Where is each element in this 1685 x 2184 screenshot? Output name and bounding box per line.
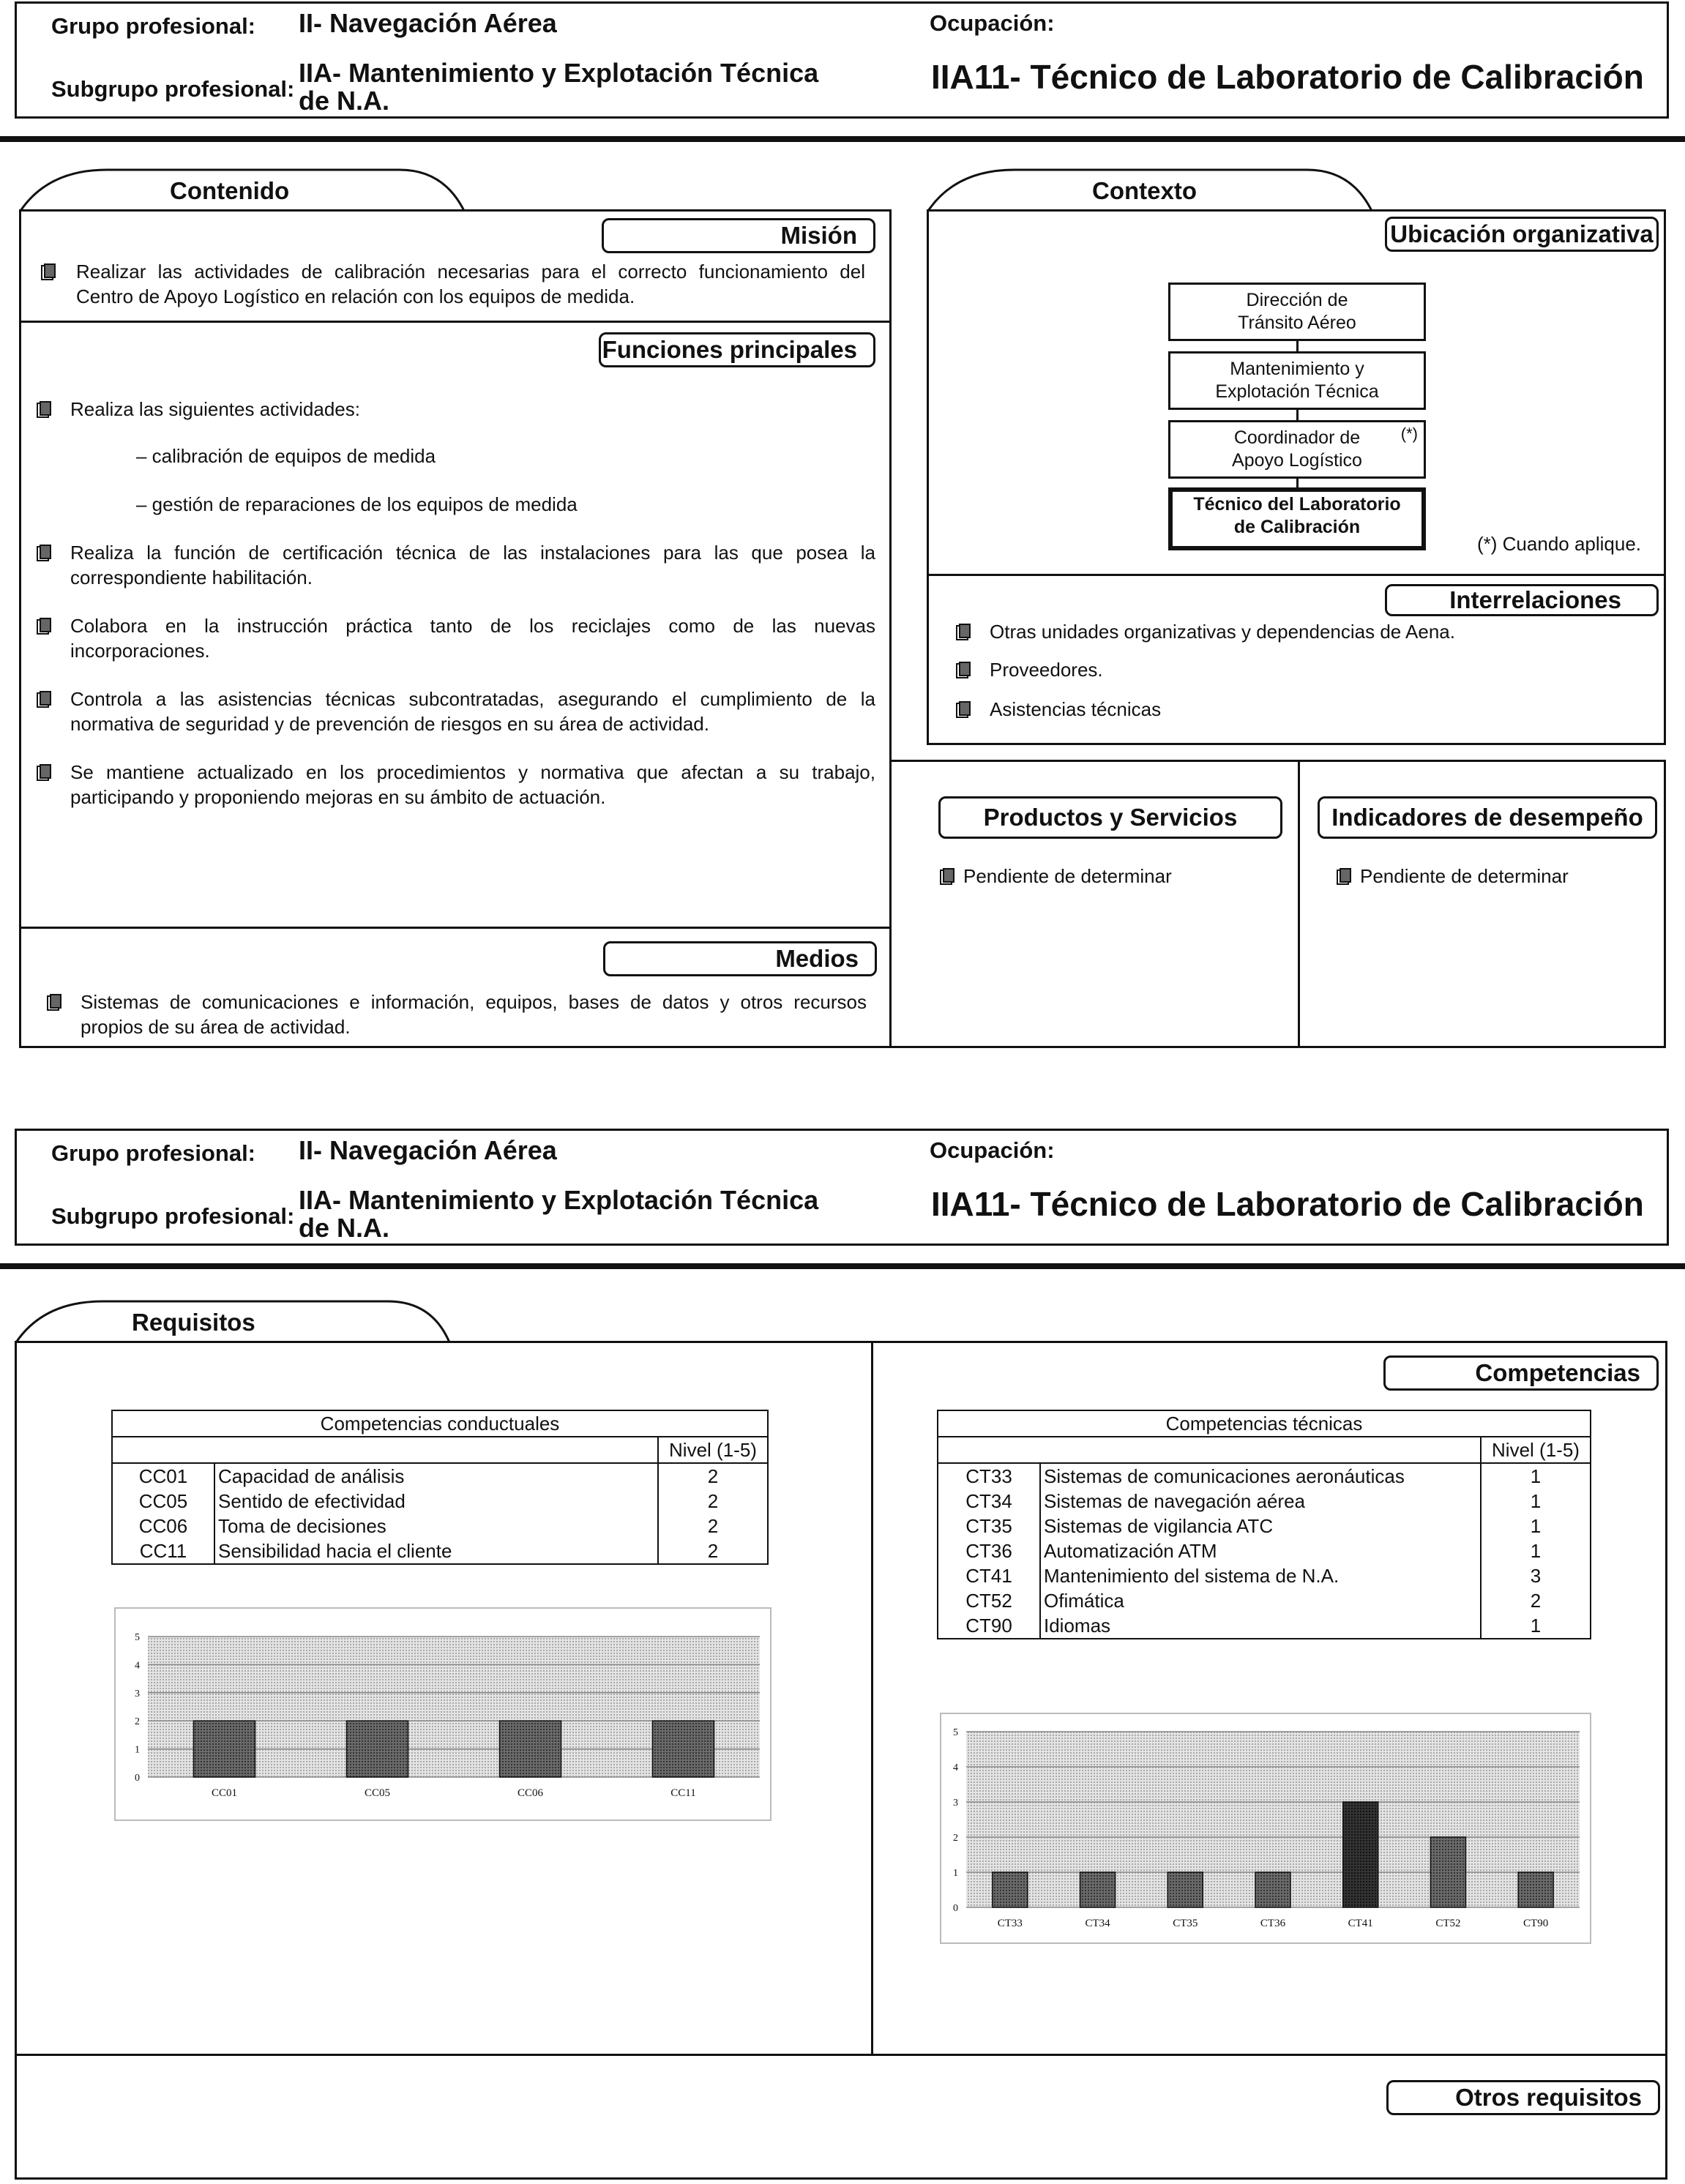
document-icon [37, 689, 51, 707]
x-tick-label: CT36 [1260, 1918, 1286, 1929]
y-tick-label: 0 [135, 1773, 140, 1784]
cc-row [112, 1538, 768, 1564]
cc-code-cell: CC01 [112, 1463, 214, 1489]
funciones-heading: Funciones principales [599, 332, 875, 367]
ct-name-cell: Mantenimiento del sistema de N.A. [1040, 1563, 1481, 1588]
contexto-tab[interactable] [927, 167, 1373, 211]
ct-name-cell: Ofimática [1040, 1588, 1481, 1613]
ct-code-cell: CT52 [938, 1588, 1040, 1613]
org-box-mantenimiento [1168, 351, 1426, 410]
y-tick-label: 1 [953, 1868, 958, 1879]
document-icon [37, 616, 51, 634]
cc-table-title: Competencias conductuales [112, 1410, 768, 1437]
document-icon [41, 262, 56, 280]
org-2-line-2: Explotación Técnica [1215, 381, 1379, 402]
y-tick-label: 1 [135, 1744, 140, 1756]
productos-heading: Productos y Servicios [938, 796, 1282, 839]
bar-ct52 [1430, 1837, 1465, 1907]
funcion-text-3 [70, 613, 875, 663]
funcion-5-line-2: participando y proponiendo mejoras en su ámbito de actuación. [70, 786, 606, 808]
org-note: (*) Cuando aplique. [1477, 533, 1642, 555]
org-box-coordinador [1168, 420, 1426, 479]
org-3-line-1: Coordinador de [1233, 427, 1361, 448]
x-tick-label: CC11 [670, 1787, 696, 1799]
x-tick-label: CT33 [997, 1918, 1023, 1929]
cc-row [112, 1463, 768, 1489]
grupo-value: II- Navegación Aérea [299, 8, 557, 38]
contenido-tab-label: Contenido [170, 177, 290, 204]
ct-code-cell: CT41 [938, 1563, 1040, 1588]
medios-line-2: propios de su área de actividad. [81, 1016, 351, 1038]
document-icon [956, 700, 971, 717]
interrelaciones-heading: Interrelaciones [1385, 584, 1659, 616]
cc-name-cell: Capacidad de análisis [214, 1463, 658, 1489]
cc-level-cell: 2 [658, 1463, 768, 1489]
funcion-3-line-2: incorporaciones. [70, 640, 210, 662]
org-1-line-1: Dirección de [1246, 290, 1348, 310]
bar-ct41 [1343, 1802, 1378, 1907]
mision-text [76, 259, 865, 309]
org-1-line-2: Tránsito Aéreo [1238, 313, 1356, 333]
ct-bar-chart [941, 1714, 1590, 1942]
y-tick-label: 4 [135, 1660, 140, 1672]
indicadores-heading: Indicadores de desempeño [1318, 796, 1657, 839]
grupo-label: Grupo profesional: [51, 13, 255, 39]
ct-row [938, 1613, 1591, 1639]
ubicacion-heading: Ubicación organizativa [1385, 217, 1659, 252]
productos-column-divider [1298, 760, 1300, 1048]
ct-code-cell: CT34 [938, 1489, 1040, 1514]
ct-row [938, 1588, 1591, 1613]
contenido-divider-1 [19, 321, 892, 323]
ct-level-cell: 1 [1481, 1514, 1591, 1538]
funcion-text-4 [70, 687, 875, 736]
ocupacion-label: Ocupación: [930, 10, 1055, 36]
contenido-tab[interactable] [19, 167, 466, 211]
funcion-4-line-1: Controla a las asistencias técnicas subcontratadas, asegurando el cumplimiento de la [70, 688, 875, 710]
org-2-line-1: Mantenimiento y [1230, 359, 1364, 379]
bar-cc11 [653, 1721, 714, 1777]
ct-code-cell: CT33 [938, 1463, 1040, 1489]
subgrupo-value-line2: de N.A. [299, 86, 390, 116]
funcion-3-line-1: Colabora en la instrucción práctica tanto de los reciclajes como de las nuevas [70, 615, 875, 637]
ct-table-body [938, 1463, 1591, 1639]
cc-code-cell: CC11 [112, 1538, 214, 1564]
inter-text-1: Otras unidades organizativas y dependencias de Aena. [990, 621, 1455, 643]
document-icon [956, 660, 971, 678]
ct-table-title: Competencias técnicas [938, 1410, 1591, 1437]
subgrupo-value-2-line1: IIA- Mantenimiento y Explotación Técnica [299, 1185, 819, 1215]
header-rule-2 [0, 1263, 1685, 1269]
subgrupo-value-line1: IIA- Mantenimiento y Explotación Técnica [299, 58, 819, 88]
mision-heading: Misión [602, 218, 875, 253]
cc-bar-chart [116, 1609, 770, 1820]
ct-name-cell: Sistemas de navegación aérea [1040, 1489, 1481, 1514]
contenido-divider-2 [19, 927, 892, 929]
subgrupo-value-2-line2: de N.A. [299, 1213, 390, 1243]
requisitos-tab-label: Requisitos [132, 1309, 255, 1336]
grupo-label-2: Grupo profesional: [51, 1140, 255, 1166]
y-tick-label: 3 [953, 1798, 958, 1809]
ct-row [938, 1514, 1591, 1538]
cc-code-cell: CC05 [112, 1489, 214, 1514]
otros-requisitos-heading: Otros requisitos [1386, 2080, 1660, 2115]
contexto-tab-label: Contexto [1092, 177, 1197, 204]
x-tick-label: CT52 [1435, 1918, 1461, 1929]
funcion-sub-1: – calibración de equipos de medida [136, 445, 436, 467]
ct-row [938, 1563, 1591, 1588]
cc-row [112, 1514, 768, 1538]
ct-level-cell: 3 [1481, 1563, 1591, 1588]
y-tick-label: 2 [953, 1833, 958, 1844]
org-3-line-2: Apoyo Logístico [1232, 450, 1362, 471]
medios-heading: Medios [603, 941, 877, 976]
ct-row [938, 1538, 1591, 1563]
mision-line-2: Centro de Apoyo Logístico en relación con los equipos de medida. [76, 285, 635, 307]
bar-ct35 [1167, 1872, 1203, 1907]
y-tick-label: 4 [953, 1762, 958, 1773]
medios-text [81, 990, 867, 1039]
x-tick-label: CT34 [1085, 1918, 1110, 1929]
productos-top-border [890, 760, 1666, 762]
org-3-mark: (*) [1400, 425, 1418, 443]
document-icon [1337, 867, 1351, 884]
cc-name-cell: Sensibilidad hacia el cliente [214, 1538, 658, 1564]
cc-table [111, 1410, 769, 1565]
org-4-line-2: de Calibración [1233, 517, 1361, 537]
cc-row [112, 1489, 768, 1514]
requisitos-divider [15, 2054, 1667, 2056]
ct-row [938, 1463, 1591, 1489]
cc-chart-frame [114, 1607, 771, 1821]
bar-ct33 [993, 1872, 1028, 1907]
ct-code-cell: CT36 [938, 1538, 1040, 1563]
funcion-text-5 [70, 760, 875, 809]
x-tick-label: CC01 [211, 1787, 238, 1799]
funcion-4-line-2: normativa de seguridad y de prevención de riesgos en su área de actividad. [70, 713, 709, 735]
y-tick-label: 5 [135, 1632, 140, 1643]
mision-line-1: Realizar las actividades de calibración necesarias para el correcto funcionamiento del [76, 261, 865, 283]
requisitos-column-divider [871, 1341, 873, 2055]
cc-code-cell: CC06 [112, 1514, 214, 1538]
cc-table-body [112, 1463, 768, 1564]
document-icon [47, 992, 61, 1010]
funcion-text-2 [70, 540, 875, 590]
cc-level-cell: 2 [658, 1489, 768, 1514]
document-icon [37, 400, 51, 417]
competencias-heading: Competencias [1383, 1355, 1659, 1391]
productos-text: Pendiente de determinar [963, 865, 1172, 887]
funcion-sub-2: – gestión de reparaciones de los equipos de medida [136, 493, 578, 515]
inter-text-3: Asistencias técnicas [990, 698, 1162, 720]
requisitos-tab[interactable] [15, 1298, 451, 1342]
x-tick-label: CC06 [517, 1787, 544, 1799]
cc-level-cell: 2 [658, 1538, 768, 1564]
ocupacion-value: IIA11- Técnico de Laboratorio de Calibración [931, 58, 1644, 96]
ct-row [938, 1489, 1591, 1514]
ct-code-cell: CT35 [938, 1514, 1040, 1538]
y-tick-label: 5 [953, 1727, 958, 1738]
indicadores-text: Pendiente de determinar [1360, 865, 1569, 887]
y-tick-label: 2 [135, 1716, 140, 1728]
bar-ct36 [1255, 1872, 1290, 1907]
cc-nivel-header: Nivel (1-5) [658, 1437, 768, 1463]
ocupacion-label-2: Ocupación: [930, 1137, 1055, 1163]
bar-ct90 [1518, 1872, 1553, 1907]
x-tick-label: CT90 [1523, 1918, 1549, 1929]
x-tick-label: CT41 [1348, 1918, 1373, 1929]
org-4-line-1: Técnico del Laboratorio [1193, 494, 1401, 515]
ct-chart-frame [940, 1713, 1591, 1944]
ct-name-cell: Idiomas [1040, 1613, 1481, 1639]
ocupacion-value-2: IIA11- Técnico de Laboratorio de Calibración [931, 1185, 1644, 1223]
x-tick-label: CT35 [1173, 1918, 1198, 1929]
y-tick-label: 0 [953, 1903, 958, 1914]
funcion-2-line-2: correspondiente habilitación. [70, 566, 313, 588]
productos-bottom-border [890, 1046, 1666, 1048]
grupo-value-2: II- Navegación Aérea [299, 1135, 557, 1165]
ct-level-cell: 2 [1481, 1588, 1591, 1613]
contexto-divider [927, 574, 1666, 576]
medios-line-1: Sistemas de comunicaciones e información, equipos, bases de datos y otros recursos [81, 991, 867, 1013]
ct-table [937, 1410, 1591, 1639]
document-icon [956, 622, 971, 640]
funcion-5-line-1: Se mantiene actualizado en los procedimientos y normativa que afectan a su trabajo, [70, 761, 875, 783]
subgrupo-label-2: Subgrupo profesional: [51, 1203, 295, 1229]
subgrupo-label: Subgrupo profesional: [51, 76, 295, 102]
ct-name-cell: Sistemas de vigilancia ATC [1040, 1514, 1481, 1538]
bar-cc06 [500, 1721, 561, 1777]
org-box-direccion [1168, 283, 1426, 341]
ct-level-cell: 1 [1481, 1538, 1591, 1563]
cc-name-cell: Toma de decisiones [214, 1514, 658, 1538]
document-icon [37, 543, 51, 561]
bar-ct34 [1080, 1872, 1116, 1907]
productos-right-border [1664, 760, 1666, 1048]
ct-level-cell: 1 [1481, 1613, 1591, 1639]
cc-level-cell: 2 [658, 1514, 768, 1538]
y-tick-label: 3 [135, 1688, 140, 1699]
ct-name-cell: Sistemas de comunicaciones aeronáuticas [1040, 1463, 1481, 1489]
x-tick-label: CC05 [364, 1787, 391, 1799]
cc-name-cell: Sentido de efectividad [214, 1489, 658, 1514]
bar-cc05 [347, 1721, 408, 1777]
ct-level-cell: 1 [1481, 1489, 1591, 1514]
ct-code-cell: CT90 [938, 1613, 1040, 1639]
funcion-text-1: Realiza las siguientes actividades: [70, 398, 360, 420]
ct-nivel-header: Nivel (1-5) [1481, 1437, 1591, 1463]
header-rule-1 [0, 136, 1685, 142]
ct-name-cell: Automatización ATM [1040, 1538, 1481, 1563]
org-box-tecnico [1168, 487, 1426, 550]
document-icon [940, 867, 954, 884]
inter-text-2: Proveedores. [990, 659, 1103, 681]
document-icon [37, 763, 51, 780]
ct-level-cell: 1 [1481, 1463, 1591, 1489]
bar-cc01 [194, 1721, 255, 1777]
funcion-2-line-1: Realiza la función de certificación técnica de las instalaciones para las que posea la [70, 542, 875, 564]
